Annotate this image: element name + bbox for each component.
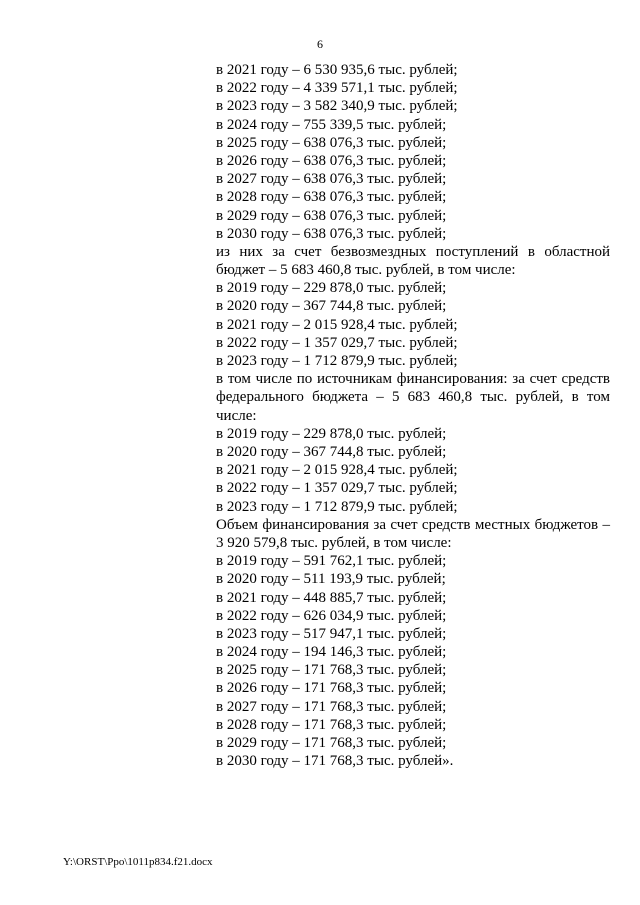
list-item: в 2021 году – 448 885,7 тыс. рублей; [216,589,447,606]
yearly-list-local [216,552,610,770]
list-item: в 2020 году – 367 744,8 тыс. рублей; [216,298,447,315]
list-item: в 2021 году – 2 015 928,4 тыс. рублей; [216,316,458,333]
paragraph-free-receipts: из них за счет безвозмездных поступлений в областной бюджет – 5 683 460,8 тыс. рублей, в том числе: [216,243,610,279]
paragraph-local-budgets: Объем финансирования за счет средств местных бюджетов – 3 920 579,8 тыс. рублей, в том числе: [216,516,610,551]
page-number: 6 [317,37,323,51]
list-item: в 2023 году – 517 947,1 тыс. рублей; [216,625,447,642]
list-item: в 2019 году – 591 762,1 тыс. рублей; [216,553,447,570]
list-item: в 2028 году – 171 768,3 тыс. рублей; [216,716,447,733]
yearly-list-federal [216,425,610,516]
list-item: в 2029 году – 638 076,3 тыс. рублей; [216,207,447,224]
list-item: в 2021 году – 6 530 935,6 тыс. рублей; [216,62,458,78]
list-item: в 2020 году – 511 193,9 тыс. рублей; [216,571,446,588]
list-item: в 2023 году – 3 582 340,9 тыс. рублей; [216,98,458,115]
list-item: в 2023 году – 1 712 879,9 тыс. рублей; [216,353,458,370]
yearly-list-total [216,61,610,243]
list-item: в 2024 году – 755 339,5 тыс. рублей; [216,116,447,133]
list-item: в 2019 году – 229 878,0 тыс. рублей; [216,425,447,442]
list-item: в 2024 году – 194 146,3 тыс. рублей; [216,644,447,661]
list-item: в 2027 году – 638 076,3 тыс. рублей; [216,171,447,188]
list-item: в 2019 году – 229 878,0 тыс. рублей; [216,280,447,297]
list-item: в 2025 году – 171 768,3 тыс. рублей; [216,662,447,679]
list-item: в 2028 году – 638 076,3 тыс. рублей; [216,189,447,206]
list-item: в 2026 году – 171 768,3 тыс. рублей; [216,680,447,697]
footer-file-path: Y:\ORST\Ppo\1011p834.f21.docx [63,856,213,868]
list-item: в 2026 году – 638 076,3 тыс. рублей; [216,152,447,169]
list-item: в 2022 году – 4 339 571,1 тыс. рублей; [216,80,458,97]
list-item: в 2021 году – 2 015 928,4 тыс. рублей; [216,462,458,479]
paragraph-federal-budget: в том числе по источникам финансирования: за счет средств федерального бюджета – 5 683 460,8 тыс. рублей, в том числе: [216,371,610,424]
document-body [216,61,610,770]
list-item: в 2025 году – 638 076,3 тыс. рублей; [216,134,447,151]
list-item: в 2022 году – 1 357 029,7 тыс. рублей; [216,334,458,351]
yearly-list-free-receipts [216,279,610,370]
list-item: в 2023 году – 1 712 879,9 тыс. рублей; [216,498,458,515]
list-item: в 2027 году – 171 768,3 тыс. рублей; [216,698,447,715]
list-item: в 2022 году – 1 357 029,7 тыс. рублей; [216,480,458,497]
list-item: в 2030 году – 638 076,3 тыс. рублей; [216,225,447,242]
list-item: в 2030 году – 171 768,3 тыс. рублей». [216,753,454,770]
list-item: в 2029 году – 171 768,3 тыс. рублей; [216,735,447,752]
list-item: в 2022 году – 626 034,9 тыс. рублей; [216,607,447,624]
list-item: в 2020 году – 367 744,8 тыс. рублей; [216,444,447,461]
